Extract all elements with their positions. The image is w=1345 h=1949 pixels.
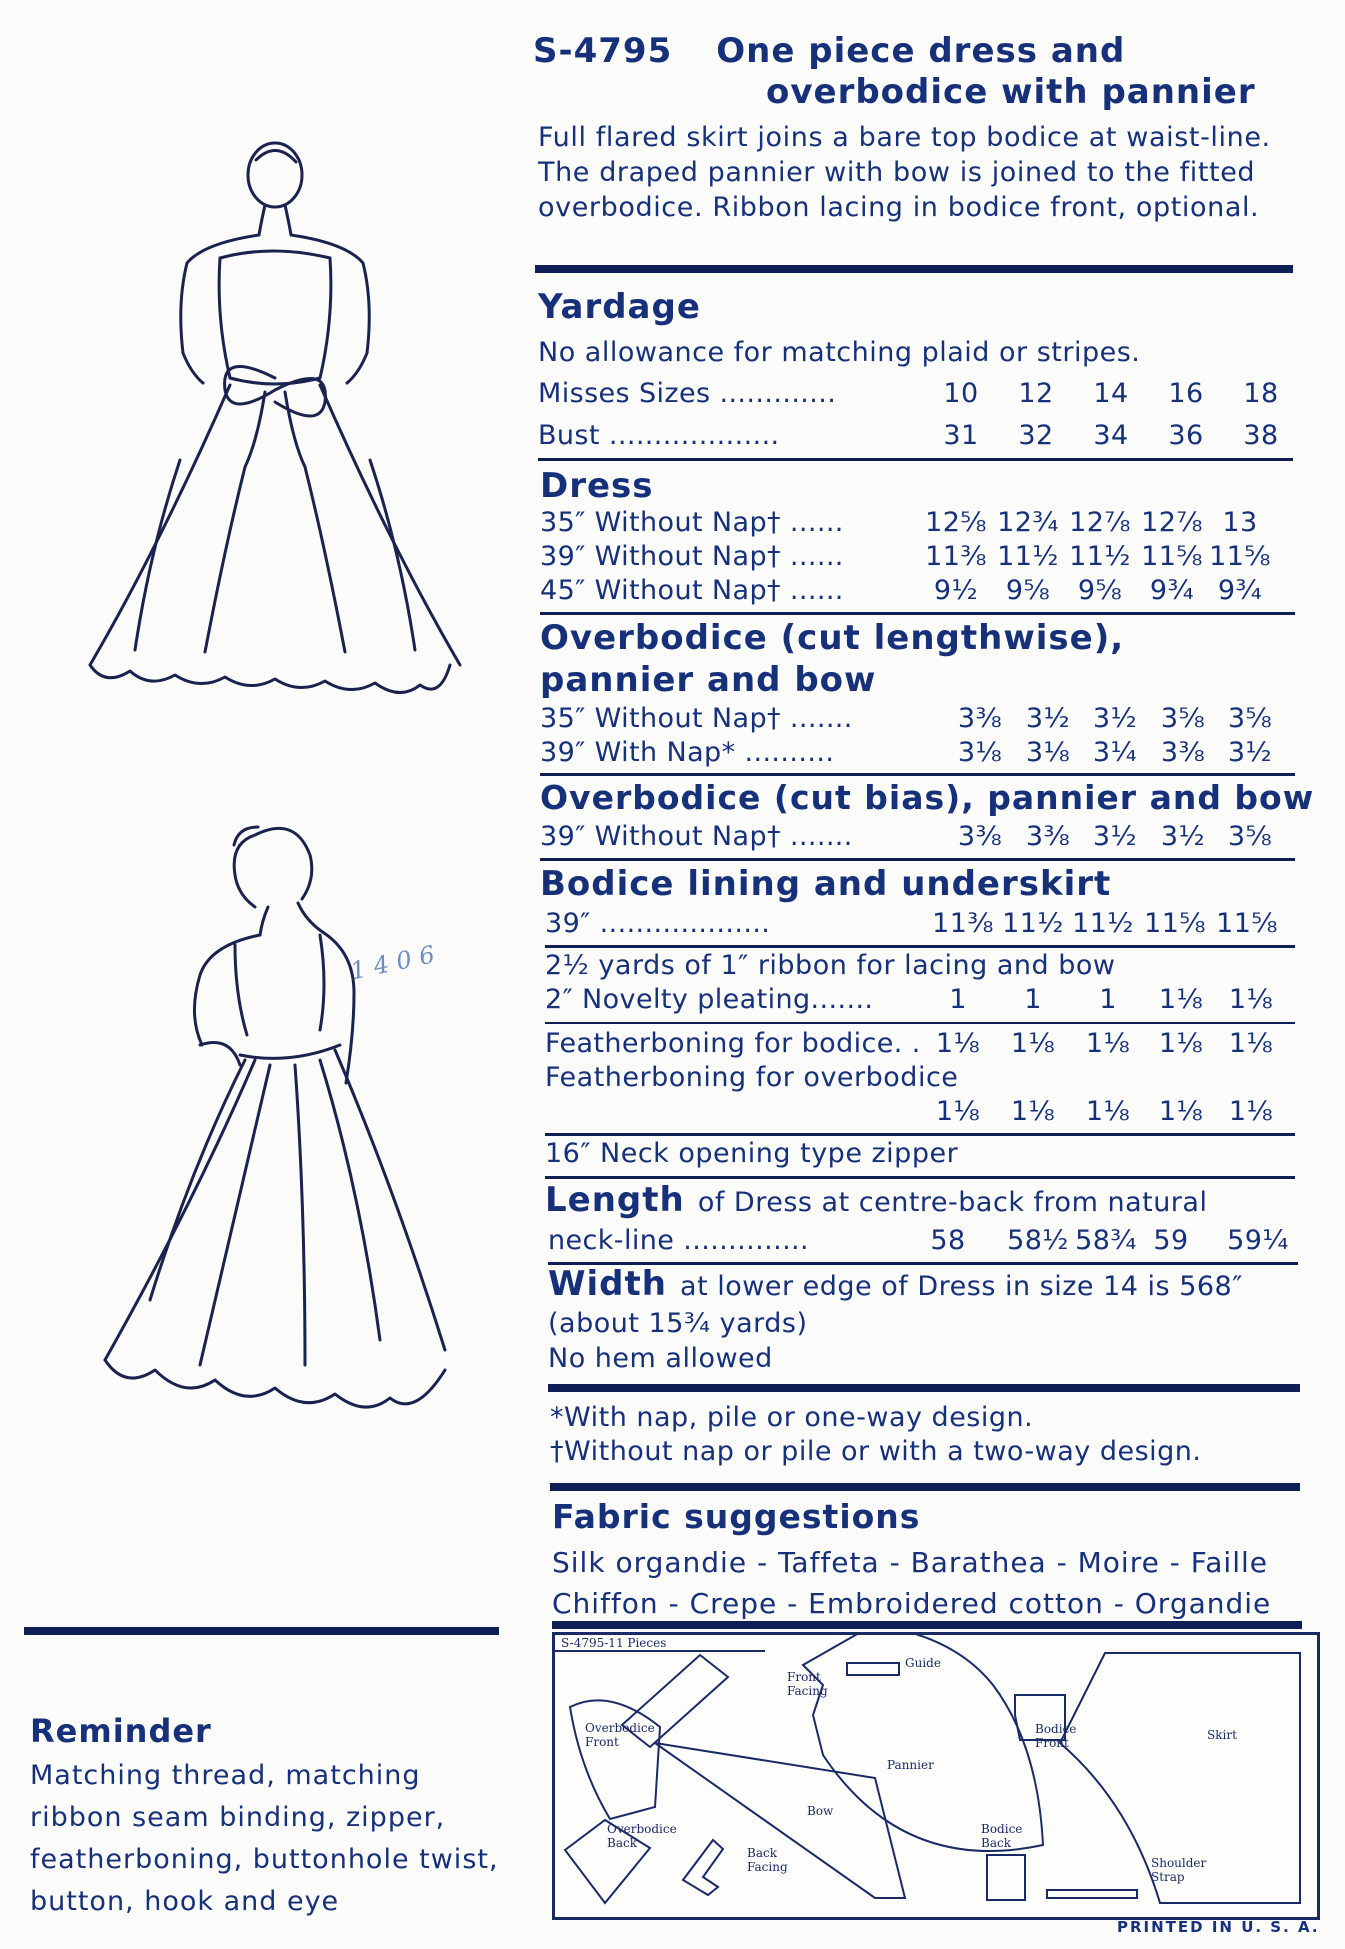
shoulder-strap-piece [1047, 1890, 1137, 1898]
pattern-pieces-layout [552, 1632, 1320, 1920]
yard-value: 1⅛ [1085, 1096, 1131, 1127]
length-row [548, 1225, 1308, 1259]
row-label: 39″ With Nap* .......... [540, 737, 835, 768]
pattern-description: Full flared skirt joins a bare top bodice at waist-line. The draped pannier with bow is joined to the fitted overbodice. Ribbon lacing in bodice front, optional. [538, 122, 1271, 223]
divider [540, 858, 1295, 861]
yard-value: 12¾ [997, 507, 1059, 538]
row-label: 45″ Without Nap† ...... [540, 575, 844, 606]
yard-value: 1⅛ [1228, 984, 1274, 1015]
yard-value: 1⅛ [1228, 1028, 1274, 1059]
bust-value: 31 [943, 420, 979, 451]
yard-value: 1⅛ [1158, 1028, 1204, 1059]
row-label: 35″ Without Nap† ....... [540, 703, 853, 734]
yard-value: 3¼ [1092, 737, 1138, 768]
yard-value: 13 [1222, 507, 1258, 538]
divider [550, 1483, 1300, 1491]
yard-value: 1⅛ [1010, 1028, 1056, 1059]
yard-value: 1⅛ [935, 1096, 981, 1127]
piece-label: Guide [905, 1656, 941, 1670]
yard-value: 9⅝ [1077, 575, 1123, 606]
yard-value: 11⅝ [1216, 908, 1278, 939]
guide-piece [847, 1663, 899, 1675]
piece-label: Bow [807, 1804, 834, 1818]
row-label: neck-line .............. [548, 1225, 810, 1256]
length-text: of Dress at centre-back from natural [697, 1187, 1208, 1218]
yard-value: 12⅞ [1141, 507, 1203, 538]
piece-label: Bodice [981, 1822, 1023, 1836]
size-value: 14 [1093, 378, 1129, 409]
bust-value: 34 [1093, 420, 1129, 451]
divider [540, 773, 1295, 776]
divider [545, 945, 1295, 948]
length-heading: Length [545, 1180, 685, 1220]
back-facing-piece [683, 1840, 723, 1895]
length-value: 59 [1153, 1225, 1189, 1256]
yardage-note: No allowance for matching plaid or stripes. [538, 337, 1141, 368]
divider [540, 612, 1295, 615]
yard-value: 9¾ [1217, 575, 1263, 606]
divider [552, 1621, 1302, 1629]
yard-value: 3⅜ [1025, 821, 1071, 852]
dress-side-view-illustration [80, 815, 490, 1425]
size-value: 12 [1018, 378, 1054, 409]
size-value: 18 [1243, 378, 1279, 409]
divider [24, 1627, 499, 1635]
bodice-lining-heading: Bodice lining and underskirt [540, 864, 1112, 904]
reminder-heading: Reminder [30, 1712, 212, 1750]
length-value: 58½ [1007, 1225, 1069, 1256]
dress-row [540, 541, 1300, 575]
row-label: 39″ Without Nap† ...... [540, 541, 844, 572]
width-text: at lower edge of Dress in size 14 is 568″ [680, 1271, 1243, 1302]
yard-value: 11⅜ [932, 908, 994, 939]
bust-label: Bust ................... [538, 420, 780, 451]
piece-label: Facing [747, 1860, 788, 1874]
pattern-title [533, 30, 1313, 72]
overbodice-lengthwise-heading-2: pannier and bow [540, 660, 877, 700]
yard-value: 12⅞ [1069, 507, 1131, 538]
handwritten-note: 1406 [348, 938, 445, 986]
yard-value: 11⅝ [1141, 541, 1203, 572]
piece-label: Shoulder [1151, 1856, 1207, 1870]
yard-value: 1 [949, 984, 967, 1015]
overbodice-row [540, 737, 1300, 771]
yard-value: 1⅛ [1228, 1096, 1274, 1127]
piece-label: Pannier [887, 1758, 934, 1772]
yard-value: 3⅝ [1227, 703, 1273, 734]
title-line-2: overbodice with pannier [766, 72, 1256, 112]
length-value: 59¼ [1227, 1225, 1289, 1256]
overbodice-bias-row [540, 821, 1300, 855]
piece-label: Front [787, 1670, 821, 1684]
overbodice-front-piece [570, 1700, 660, 1819]
yardage-heading: Yardage [538, 287, 701, 327]
piece-label: Overbodice [585, 1721, 655, 1735]
yard-value: 11½ [1069, 541, 1131, 572]
piece-label: Back [607, 1836, 637, 1850]
yard-value: 3⅜ [957, 703, 1003, 734]
length-value: 58 [930, 1225, 966, 1256]
yard-value: 11⅜ [925, 541, 987, 572]
yard-value: 12⅝ [925, 507, 987, 538]
length-line [545, 1180, 1207, 1220]
yard-value: 9⅝ [1005, 575, 1051, 606]
lining-row [545, 908, 1305, 942]
divider [545, 1022, 1295, 1024]
width-yards: (about 15¾ yards) [548, 1308, 808, 1339]
yard-value: 3½ [1092, 821, 1138, 852]
overbodice-bias-heading: Overbodice (cut bias), pannier and bow [540, 778, 1315, 817]
overbodice-row [540, 703, 1300, 737]
yard-value: 1 [1099, 984, 1117, 1015]
width-heading: Width [548, 1264, 667, 1304]
sizes-label: Misses Sizes ............. [538, 378, 837, 409]
pattern-pieces-diagram [555, 1635, 1317, 1917]
row-label: 35″ Without Nap† ...... [540, 507, 844, 538]
size-value: 16 [1168, 378, 1204, 409]
yard-value: 3⅜ [1160, 737, 1206, 768]
yard-value: 3⅛ [1025, 737, 1071, 768]
bust-value: 36 [1168, 420, 1204, 451]
yard-value: 11⅝ [1144, 908, 1206, 939]
width-line [548, 1264, 1243, 1304]
yard-value: 11½ [997, 541, 1059, 572]
yard-value: 3⅜ [957, 821, 1003, 852]
piece-label: Skirt [1207, 1728, 1237, 1742]
fabric-line-2: Chiffon - Crepe - Embroidered cotton - Organdie [552, 1587, 1272, 1620]
divider [538, 458, 1293, 461]
title-line-1: One piece dress and [716, 31, 1126, 71]
yard-value: 11⅝ [1209, 541, 1271, 572]
piece-label: Front [1035, 1736, 1069, 1750]
row-label: 2″ Novelty pleating....... [545, 984, 874, 1015]
yard-value: 1⅛ [935, 1028, 981, 1059]
featherboning-overbodice-row [545, 1096, 1305, 1130]
yard-value: 3½ [1160, 821, 1206, 852]
ribbon-note: 2½ yards of 1″ ribbon for lacing and bow [545, 950, 1116, 981]
row-label: 39″ Without Nap† ....... [540, 821, 853, 852]
bow-piece [655, 1743, 905, 1898]
piece-label: Front [585, 1735, 619, 1749]
piece-label: Back [981, 1836, 1011, 1850]
divider [535, 265, 1293, 273]
pattern-code: S-4795 [533, 31, 673, 71]
reminder-text: Matching thread, matching ribbon seam binding, zipper, featherboning, buttonhole twist, button, hook and eye [30, 1760, 499, 1917]
fabric-heading: Fabric suggestions [552, 1497, 921, 1536]
yard-value: 1⅛ [1010, 1096, 1056, 1127]
bodice-back-piece [987, 1855, 1025, 1900]
yard-value: 1⅛ [1158, 1096, 1204, 1127]
overbodice-lengthwise-heading: Overbodice (cut lengthwise), [540, 618, 1125, 658]
hem-note: No hem allowed [548, 1343, 773, 1374]
yard-value: 3½ [1227, 737, 1273, 768]
divider [545, 1176, 1295, 1179]
pieces-header: S-4795-11 Pieces [561, 1636, 667, 1650]
pleating-row [545, 984, 1305, 1018]
bust-value: 38 [1243, 420, 1279, 451]
piece-label: Bodice [1035, 1722, 1077, 1736]
sizes-row [538, 378, 1298, 412]
bust-value: 32 [1018, 420, 1054, 451]
dress-back-view-illustration [70, 130, 490, 700]
yard-value: 1 [1024, 984, 1042, 1015]
yard-value: 3⅝ [1160, 703, 1206, 734]
piece-label: Overbodice [607, 1822, 677, 1836]
yard-value: 3⅝ [1227, 821, 1273, 852]
yard-value: 3⅛ [957, 737, 1003, 768]
yard-value: 11½ [1002, 908, 1064, 939]
row-label: Featherboning for bodice. . [545, 1028, 921, 1059]
zipper-note: 16″ Neck opening type zipper [545, 1138, 959, 1169]
footnote-without-nap: †Without nap or pile or with a two-way design. [550, 1436, 1202, 1467]
yard-value: 11½ [1072, 908, 1134, 939]
yard-value: 1⅛ [1158, 984, 1204, 1015]
piece-label: Strap [1151, 1870, 1185, 1884]
dress-row [540, 575, 1300, 609]
yard-value: 1⅛ [1085, 1028, 1131, 1059]
dress-row [540, 507, 1300, 541]
fabric-line-1: Silk organdie - Taffeta - Barathea - Moire - Faille [552, 1546, 1268, 1579]
length-value: 58¾ [1075, 1225, 1137, 1256]
yard-value: 9¾ [1149, 575, 1195, 606]
divider [545, 1133, 1295, 1136]
divider [548, 1384, 1300, 1392]
yard-value: 3½ [1025, 703, 1071, 734]
printed-in-usa: PRINTED IN U. S. A. [1117, 1918, 1320, 1936]
size-value: 10 [943, 378, 979, 409]
featherboning-overbodice-label: Featherboning for overbodice [545, 1062, 959, 1093]
yard-value: 3½ [1092, 703, 1138, 734]
yard-value: 9½ [933, 575, 979, 606]
piece-label: Back [747, 1846, 777, 1860]
piece-label: Facing [787, 1684, 828, 1698]
footnote-with-nap: *With nap, pile or one-way design. [550, 1402, 1034, 1433]
bust-row [538, 420, 1298, 454]
row-label: 39″ ................... [545, 908, 771, 939]
dress-heading: Dress [540, 466, 654, 506]
featherboning-bodice-row [545, 1028, 1305, 1062]
